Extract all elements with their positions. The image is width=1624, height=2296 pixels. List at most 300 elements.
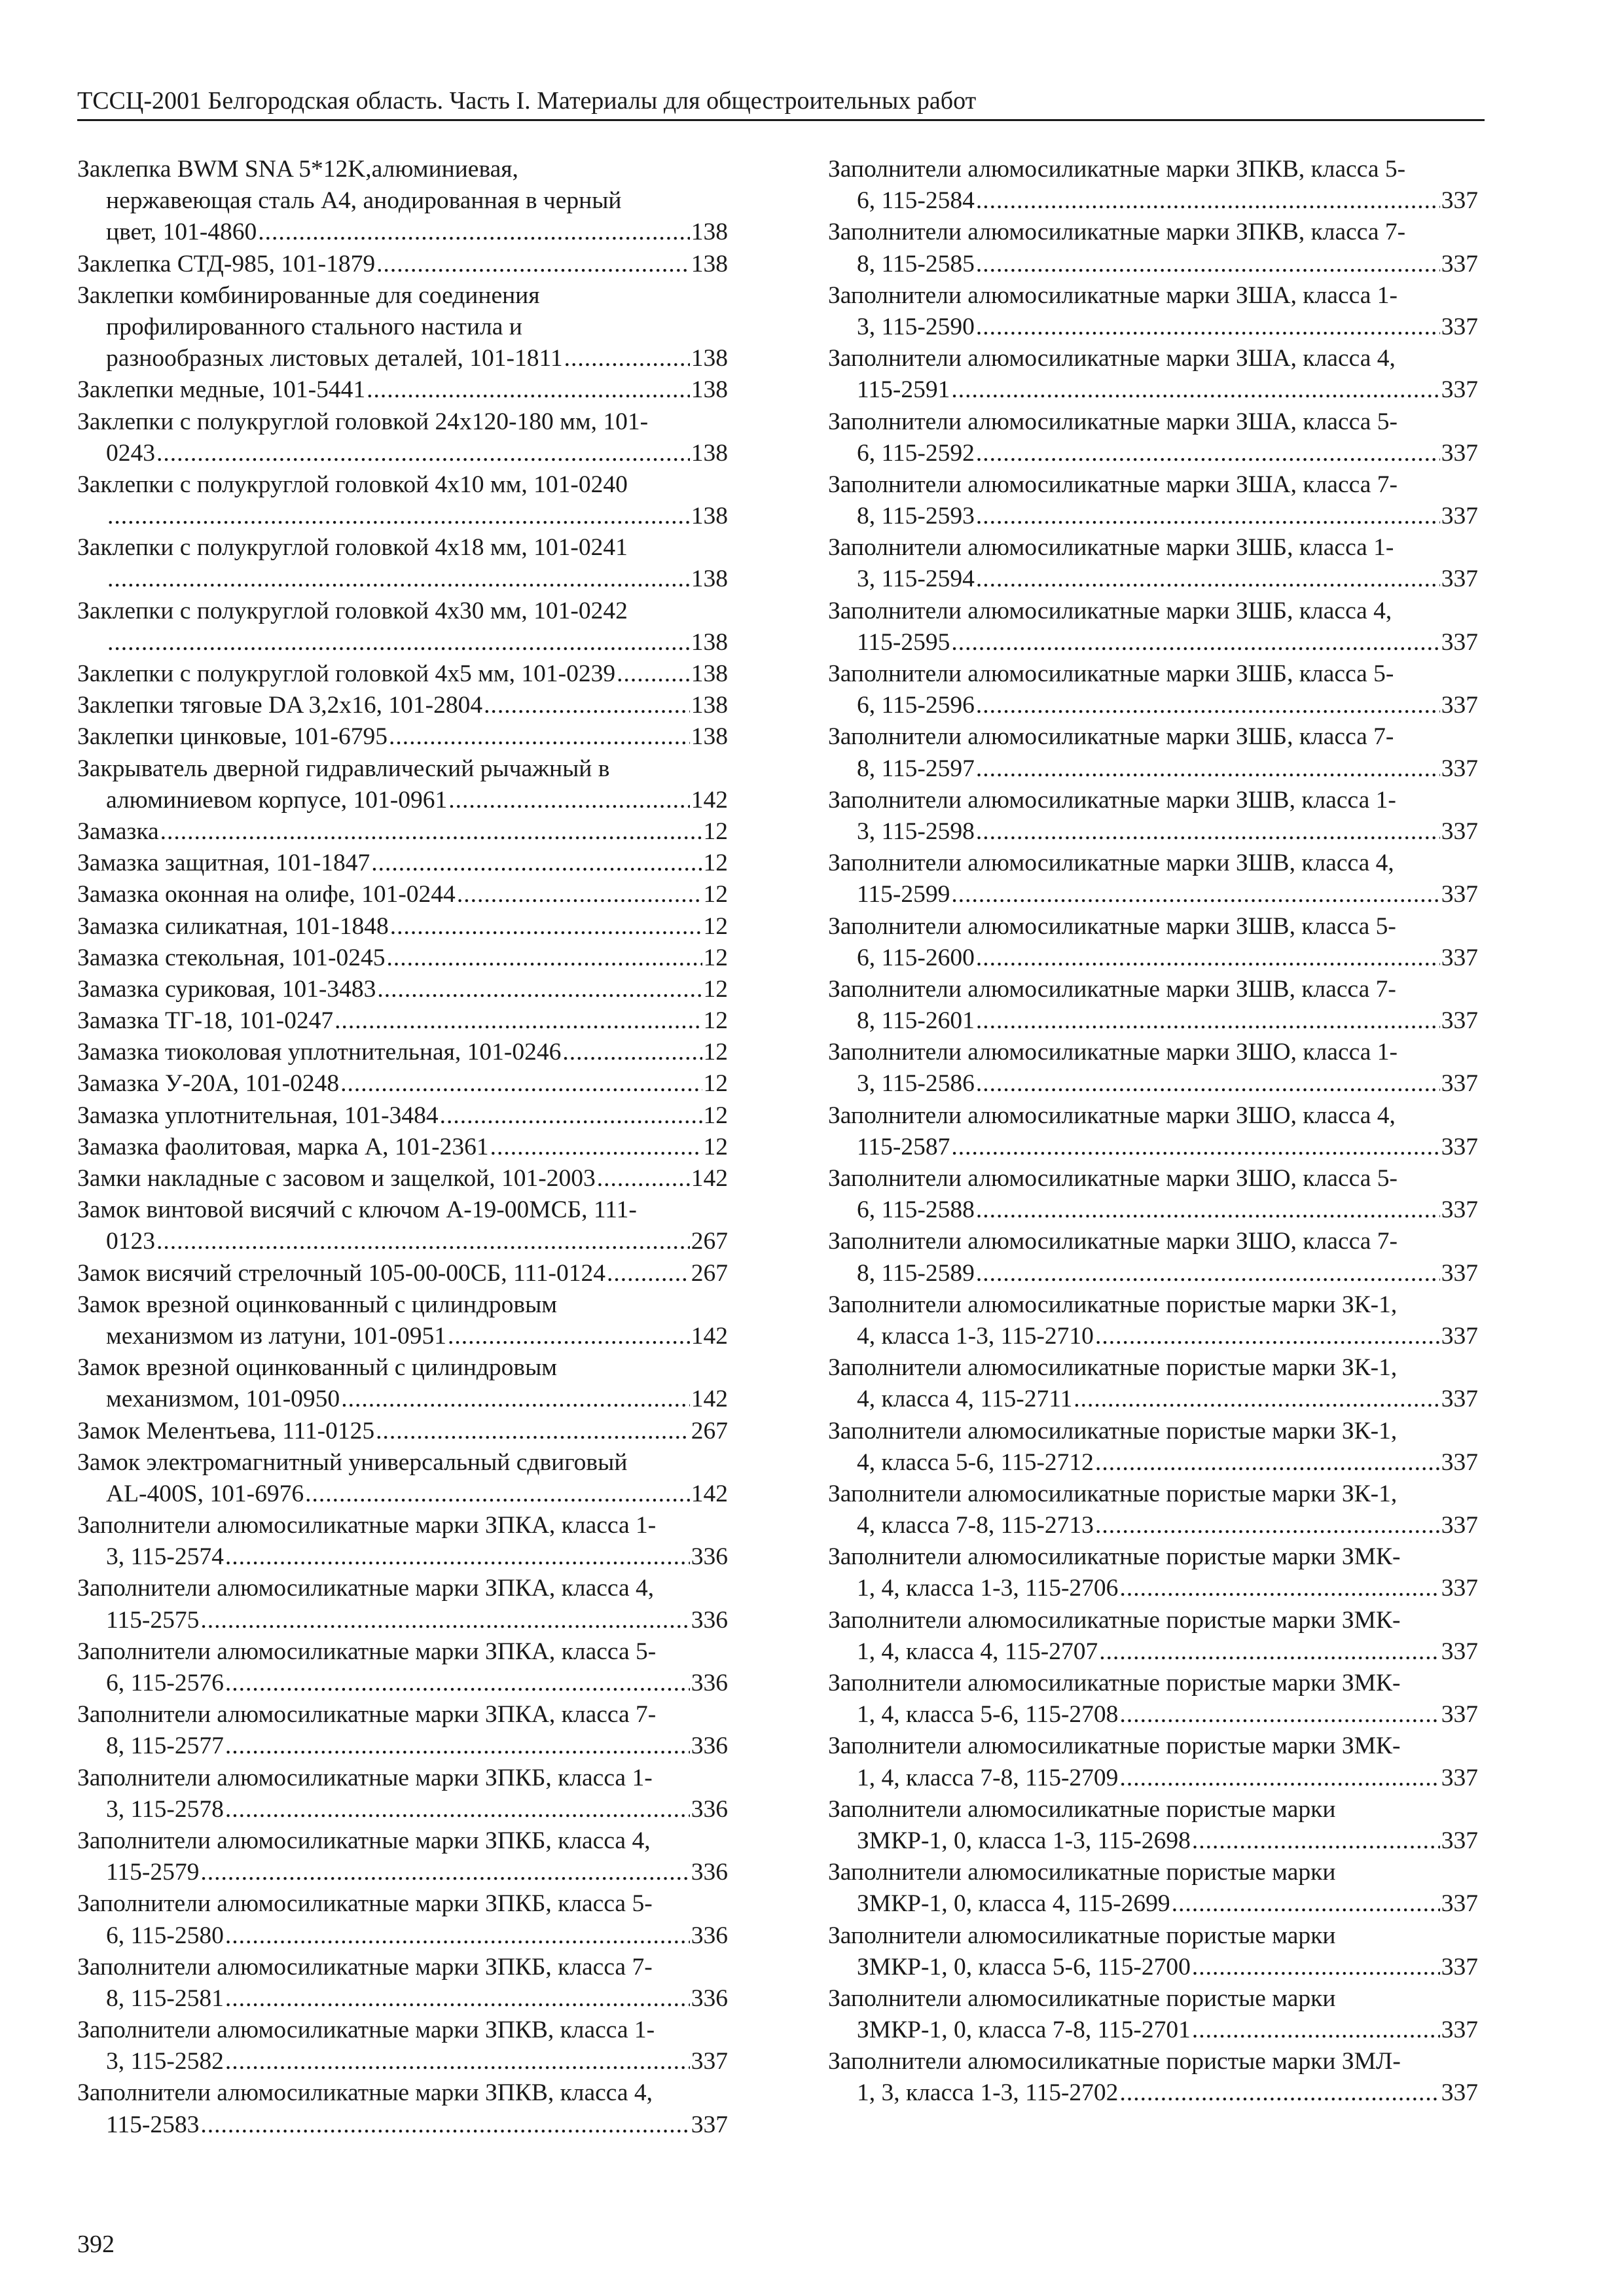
- index-entry-line: [77, 690, 728, 721]
- index-entry-page: 337: [1441, 1638, 1478, 1665]
- index-entry-text: Замок Мелентьева, 111-0125: [77, 1417, 375, 1444]
- index-entry-line: [828, 469, 1478, 501]
- index-entry-text: Заполнители алюмосиликатные марки ЗШВ, класса 4,: [828, 850, 1394, 877]
- index-entry-page: 337: [1441, 187, 1478, 215]
- index-entry: [77, 753, 728, 816]
- index-entry-text: Заклепки с полукруглой головкой 4х5 мм, 101-0239: [77, 660, 616, 687]
- index-entry: [828, 280, 1478, 343]
- index-entry-line: [828, 1983, 1478, 2015]
- index-entry-page: 138: [691, 439, 728, 467]
- index-entry-page: 12: [703, 817, 728, 845]
- index-entry-text: ЗМКР-1, 0, класса 7-8, 115-2701: [857, 2017, 1191, 2044]
- index-entry-page: 12: [703, 881, 728, 908]
- index-entry-line: [828, 312, 1478, 343]
- index-entry-text: Заклепка BWM SNA 5*12K,алюминиевая,: [77, 156, 518, 183]
- index-entry: [828, 1037, 1478, 1100]
- index-entry-line: [828, 2077, 1478, 2109]
- index-entry-line: [828, 532, 1478, 564]
- index-entry-text: 3, 115-2594: [857, 565, 975, 593]
- index-entry: [828, 1416, 1478, 1479]
- header-rule: [77, 119, 1485, 121]
- index-entry-page: 337: [1441, 1133, 1478, 1160]
- index-entry-page: 138: [691, 628, 728, 656]
- index-entry-page: 138: [691, 723, 728, 751]
- index-entry-line: [77, 1983, 728, 2015]
- index-entry-page: 138: [691, 250, 728, 278]
- index-entry-text: Заполнители алюмосиликатные марки ЗПКА, класса 5-: [77, 1638, 657, 1665]
- index-entry-text: Заполнители алюмосиликатные марки ЗПКВ, класса 4,: [77, 2079, 653, 2107]
- dot-leader: [976, 816, 1440, 848]
- index-entry-line: [77, 1605, 728, 1636]
- dot-leader: [617, 658, 690, 690]
- index-entry-line: [77, 185, 728, 217]
- dot-leader: [484, 690, 690, 721]
- index-entry-text: 1, 3, класса 1-3, 115-2702: [857, 2079, 1119, 2107]
- index-entry-text: 6, 115-2600: [857, 944, 975, 971]
- dot-leader: [440, 1100, 702, 1132]
- index-entry: [828, 848, 1478, 910]
- dot-leader: [225, 1920, 690, 1952]
- index-entry-page: 337: [691, 2111, 728, 2138]
- index-column-right: [828, 154, 1478, 2109]
- dot-leader: [225, 1668, 690, 1699]
- index-entry-text: 6, 115-2584: [857, 187, 975, 215]
- index-entry: [77, 1447, 728, 1510]
- index-entry: [828, 1289, 1478, 1352]
- index-entry: [77, 1573, 728, 1636]
- index-entry-line: [77, 974, 728, 1005]
- index-entry-text: Замазка фаолитовая, марка А, 101-2361: [77, 1133, 489, 1160]
- index-entry-text: 8, 115-2593: [857, 503, 975, 530]
- dot-leader: [448, 785, 690, 816]
- index-entry-line: [828, 1573, 1478, 1604]
- dot-leader: [1172, 1888, 1440, 1920]
- index-entry-line: [828, 1226, 1478, 1257]
- index-entry-page: 12: [703, 944, 728, 971]
- index-entry-page: 138: [691, 219, 728, 246]
- index-entry-line: [77, 1384, 728, 1415]
- dot-leader: [258, 217, 689, 248]
- index-entry-line: [77, 1037, 728, 1068]
- index-entry: [828, 1605, 1478, 1668]
- index-entry-page: 336: [691, 1984, 728, 2012]
- index-entry-text: 8, 115-2601: [857, 1007, 975, 1035]
- index-entry: [828, 1794, 1478, 1857]
- dot-leader: [376, 249, 690, 280]
- dot-leader: [200, 2109, 689, 2141]
- index-entry-line: [828, 2015, 1478, 2046]
- index-entry-line: [77, 816, 728, 848]
- index-entry: [828, 1983, 1478, 2046]
- index-entry-line: [77, 374, 728, 406]
- index-entry-line: [77, 753, 728, 785]
- index-entry-line: [828, 1416, 1478, 1447]
- index-entry: [828, 469, 1478, 532]
- index-entry: [77, 249, 728, 280]
- index-entry: [77, 1699, 728, 1762]
- index-entry-text: Замки накладные с засовом и защелкой, 101-2003: [77, 1165, 596, 1192]
- dot-leader: [562, 1037, 702, 1068]
- index-entry-page: 138: [691, 345, 728, 372]
- index-entry-text: Заполнители алюмосиликатные марки ЗПКА, класса 7-: [77, 1701, 657, 1729]
- index-entry-page: 336: [691, 1922, 728, 1949]
- dot-leader: [1074, 1384, 1439, 1415]
- index-entry-text: профилированного стального настила и: [106, 313, 522, 340]
- index-entry-line: [77, 1825, 728, 1857]
- index-entry-text: Заклепки с полукруглой головкой 24х120-180 мм, 101-: [77, 408, 649, 435]
- dot-leader: [225, 1794, 690, 1825]
- index-entry-line: [77, 1541, 728, 1573]
- dot-leader: [976, 185, 1440, 217]
- index-entry-line: [77, 911, 728, 942]
- index-entry: [828, 974, 1478, 1037]
- index-entry-page: 337: [1441, 2017, 1478, 2044]
- index-entry-text: 8, 115-2581: [106, 1984, 224, 2012]
- index-entry-page: 267: [691, 1228, 728, 1255]
- index-entry-line: [77, 1132, 728, 1163]
- index-entry: [77, 1952, 728, 2015]
- dot-leader: [376, 1416, 690, 1447]
- index-entry-text: 3, 115-2586: [857, 1070, 975, 1098]
- index-entry: [77, 848, 728, 879]
- index-entry-line: [828, 1132, 1478, 1163]
- index-entry-line: [77, 1005, 728, 1037]
- index-entry-page: 337: [1441, 692, 1478, 719]
- index-entry: [828, 1668, 1478, 1731]
- index-entry-line: [828, 753, 1478, 785]
- index-entry-line: [828, 721, 1478, 753]
- index-entry-line: [828, 1005, 1478, 1037]
- index-entry: [77, 1258, 728, 1289]
- index-entry-page: 337: [1441, 2079, 1478, 2107]
- index-entry-line: [828, 280, 1478, 312]
- index-entry-line: [77, 532, 728, 564]
- index-entry: [828, 658, 1478, 721]
- index-entry-text: 115-2587: [857, 1133, 950, 1160]
- index-entry-text: разнообразных листовых деталей, 101-1811: [106, 345, 563, 372]
- index-entry-text: Заполнители алюмосиликатные марки ЗША, класса 1-: [828, 281, 1398, 309]
- index-entry-text: Заполнители алюмосиликатные пористые марки ЗК-1,: [828, 1417, 1398, 1444]
- index-entry: [828, 721, 1478, 784]
- dot-leader: [976, 753, 1440, 785]
- dot-leader: [341, 1384, 690, 1415]
- index-entry-page: 12: [703, 1102, 728, 1129]
- index-entry-line: [77, 2046, 728, 2077]
- index-entry-text: Заполнители алюмосиликатные марки ЗПКА, класса 1-: [77, 1512, 657, 1539]
- dot-leader: [1192, 2015, 1440, 2046]
- index-entry-text: Заклепки комбинированные для соединения: [77, 281, 540, 309]
- dot-leader: [976, 249, 1440, 280]
- index-entry-text: Замазка силикатная, 101-1848: [77, 912, 389, 940]
- index-entry: [77, 1636, 728, 1699]
- index-entry: [77, 1416, 728, 1447]
- index-entry-page: 12: [703, 1133, 728, 1160]
- index-entry-page: 12: [703, 1039, 728, 1066]
- index-entry-page: 337: [1441, 1890, 1478, 1918]
- index-entry: [77, 942, 728, 974]
- index-entry-page: 138: [691, 503, 728, 530]
- index-entry-text: 6, 115-2596: [857, 692, 975, 719]
- index-entry: [828, 154, 1478, 217]
- index-entry-page: 337: [1441, 1322, 1478, 1350]
- index-entry-text: 6, 115-2588: [857, 1196, 975, 1224]
- index-entry-page: 138: [691, 376, 728, 404]
- index-entry-line: [828, 911, 1478, 942]
- index-entry-text: Заполнители алюмосиликатные марки ЗШБ, класса 1-: [828, 534, 1394, 562]
- index-entry-text: алюминиевом корпусе, 101-0961: [106, 786, 448, 814]
- index-entry-page: 138: [691, 660, 728, 687]
- index-entry-text: Заполнители алюмосиликатные марки ЗША, класса 4,: [828, 345, 1396, 372]
- index-entry-text: Замазка суриковая, 101-3483: [77, 975, 376, 1003]
- index-entry-line: [77, 1794, 728, 1825]
- index-entry-text: 4, класса 1-3, 115-2710: [857, 1322, 1094, 1350]
- index-entry-line: [828, 785, 1478, 816]
- dot-leader: [1095, 1321, 1440, 1352]
- index-entry-page: 337: [1441, 1007, 1478, 1035]
- index-entry-line: [828, 1384, 1478, 1415]
- index-entry-line: [77, 2015, 728, 2046]
- index-entry: [77, 406, 728, 469]
- index-entry-line: [77, 1699, 728, 1731]
- index-entry-page: 337: [1441, 1764, 1478, 1791]
- index-entry-text: Заполнители алюмосиликатные пористые марки: [828, 1795, 1336, 1823]
- index-entry-line: [828, 374, 1478, 406]
- index-entry-line: [828, 942, 1478, 974]
- index-entry-line: [77, 1668, 728, 1699]
- index-entry-line: [77, 627, 728, 658]
- index-entry: [77, 1763, 728, 1825]
- index-entry-line: [828, 848, 1478, 879]
- index-entry-text: 1, 4, класса 7-8, 115-2709: [857, 1764, 1119, 1791]
- index-entry-page: 138: [691, 565, 728, 593]
- index-entry-line: [77, 438, 728, 469]
- index-entry-page: 142: [691, 1480, 728, 1507]
- index-entry-text: 4, класса 7-8, 115-2713: [857, 1512, 1094, 1539]
- index-entry: [828, 1100, 1478, 1163]
- index-entry-text: Заполнители алюмосиликатные пористые марки ЗМК-: [828, 1732, 1401, 1760]
- index-entry-page: 337: [1441, 1070, 1478, 1098]
- index-entry-line: [828, 1100, 1478, 1132]
- index-entry: [828, 1920, 1478, 1983]
- index-entry: [828, 1352, 1478, 1415]
- index-entry-line: [828, 217, 1478, 248]
- index-entry-text: Заполнители алюмосиликатные пористые марки ЗМК-: [828, 1670, 1401, 1696]
- index-entry-text: AL-400S, 101-6976: [106, 1480, 304, 1507]
- index-entry-line: [828, 690, 1478, 721]
- index-entry-page: 337: [1441, 1827, 1478, 1854]
- index-entry-line: [77, 1321, 728, 1352]
- dot-leader: [951, 1132, 1439, 1163]
- dot-leader: [976, 1005, 1440, 1037]
- index-entry: [77, 1825, 728, 1888]
- index-entry-line: [828, 1352, 1478, 1384]
- index-entry-line: [77, 469, 728, 501]
- index-entry-text: Заполнители алюмосиликатные пористые марки ЗК-1,: [828, 1291, 1398, 1318]
- index-entry-line: [77, 1163, 728, 1194]
- index-entry-line: [828, 1194, 1478, 1226]
- dot-leader: [305, 1479, 690, 1510]
- index-entry-page: 337: [1441, 817, 1478, 845]
- index-entry-text: ЗМКР-1, 0, класса 5-6, 115-2700: [857, 1953, 1191, 1981]
- index-entry-page: 337: [1441, 1953, 1478, 1981]
- index-entry-line: [828, 1920, 1478, 1952]
- index-entry: [77, 1163, 728, 1194]
- index-entry-line: [828, 185, 1478, 217]
- index-entry-text: Замазка стекольная, 101-0245: [77, 944, 386, 971]
- index-entry-text: Заполнители алюмосиликатные пористые марки ЗМК-: [828, 1543, 1401, 1571]
- index-entry-line: [77, 217, 728, 248]
- dot-leader: [490, 1132, 702, 1163]
- dot-leader: [976, 690, 1440, 721]
- index-entry-text: 8, 115-2597: [857, 755, 975, 782]
- index-entry: [828, 217, 1478, 279]
- index-entry-line: [828, 1321, 1478, 1352]
- index-entry-line: [77, 2109, 728, 2141]
- index-entry: [828, 532, 1478, 595]
- index-entry-text: Заклепки с полукруглой головкой 4х30 мм, 101-0242: [77, 597, 628, 624]
- index-entry-line: [828, 658, 1478, 690]
- index-entry-text: Заполнители алюмосиликатные марки ЗШВ, класса 7-: [828, 975, 1396, 1003]
- index-entry-line: [77, 564, 728, 595]
- index-entry-line: [828, 343, 1478, 374]
- index-entry-text: 1, 4, класса 4, 115-2707: [857, 1638, 1098, 1665]
- index-entry-line: [77, 658, 728, 690]
- index-entry-text: Заполнители алюмосиликатные марки ЗШО, класса 7-: [828, 1228, 1398, 1255]
- index-entry-line: [828, 564, 1478, 595]
- dot-leader: [976, 312, 1440, 343]
- index-entry-line: [77, 1857, 728, 1888]
- dot-leader: [225, 2046, 690, 2077]
- index-entry-text: Закрыватель дверной гидравлический рычажный в: [77, 755, 610, 782]
- index-entry-line: [828, 1763, 1478, 1794]
- index-entry-page: 336: [691, 1795, 728, 1823]
- index-entry-text: Заполнители алюмосиликатные марки ЗПКВ, класса 1-: [77, 2017, 655, 2044]
- dot-leader: [160, 816, 702, 848]
- index-entry-text: Заполнители алюмосиликатные марки ЗШВ, класса 1-: [828, 786, 1396, 814]
- index-entry-line: [828, 1857, 1478, 1888]
- index-entry-text: 0243: [106, 439, 155, 467]
- index-entry: [77, 154, 728, 249]
- index-entry-text: Замазка уплотнительная, 101-3484: [77, 1102, 439, 1129]
- index-entry-text: Замазка: [77, 817, 159, 845]
- index-entry-line: [828, 879, 1478, 910]
- index-entry-line: [77, 1952, 728, 1983]
- index-entry-line: [828, 1163, 1478, 1194]
- index-entry-page: 337: [1441, 755, 1478, 782]
- index-entry-text: 1, 4, класса 5-6, 115-2708: [857, 1701, 1119, 1729]
- index-entry: [77, 1510, 728, 1573]
- index-entry-text: Заполнители алюмосиликатные пористые марки: [828, 1922, 1336, 1949]
- index-entry-text: Заполнители алюмосиликатные пористые марки ЗМК-: [828, 1606, 1401, 1634]
- index-entry-text: 3, 115-2574: [106, 1543, 224, 1571]
- index-entry-text: Заполнители алюмосиликатные марки ЗШБ, класса 4,: [828, 597, 1392, 624]
- index-entry-page: 142: [691, 786, 728, 814]
- index-entry-page: 337: [1441, 1575, 1478, 1602]
- index-entry: [77, 532, 728, 595]
- dot-leader: [371, 848, 702, 879]
- index-entry-text: 6, 115-2592: [857, 439, 975, 467]
- index-entry-line: [828, 974, 1478, 1005]
- index-entry-page: 138: [691, 692, 728, 719]
- index-entry: [828, 406, 1478, 469]
- dot-leader: [107, 627, 690, 658]
- index-entry-page: 337: [1441, 1386, 1478, 1413]
- index-entry-line: [77, 1194, 728, 1226]
- index-entry-page: 337: [1441, 503, 1478, 530]
- dot-leader: [976, 1068, 1440, 1100]
- index-entry: [828, 343, 1478, 406]
- index-entry-page: 336: [691, 1859, 728, 1886]
- index-entry-page: 337: [1441, 944, 1478, 971]
- index-entry-text: Замок висячий стрелочный 105-00-00СБ, 111-0124: [77, 1259, 605, 1287]
- index-entry-page: 142: [691, 1322, 728, 1350]
- index-entry: [77, 374, 728, 406]
- index-entry-text: 0123: [106, 1228, 155, 1255]
- index-entry-line: [828, 1289, 1478, 1321]
- index-entry-line: [77, 154, 728, 185]
- index-entry-line: [77, 501, 728, 532]
- index-entry-page: 337: [1441, 1512, 1478, 1539]
- index-entry-text: Заполнители алюмосиликатные пористые марки: [828, 1984, 1336, 2012]
- dot-leader: [457, 879, 702, 910]
- dot-leader: [564, 343, 690, 374]
- index-entry-page: 12: [703, 912, 728, 940]
- index-entry-line: [77, 785, 728, 816]
- index-entry-text: Заполнители алюмосиликатные марки ЗШО, класса 4,: [828, 1102, 1396, 1129]
- index-entry: [77, 1888, 728, 1951]
- index-entry-page: 12: [703, 1007, 728, 1035]
- index-entry-text: механизмом, 101-0950: [106, 1386, 340, 1413]
- index-entry: [77, 1100, 728, 1132]
- index-entry: [828, 785, 1478, 848]
- index-entry: [77, 721, 728, 753]
- index-entry-text: Заполнители алюмосиликатные марки ЗПКБ, класса 7-: [77, 1953, 653, 1981]
- index-entry-line: [828, 154, 1478, 185]
- index-entry-line: [828, 1510, 1478, 1541]
- dot-leader: [1119, 2077, 1439, 2109]
- index-entry-line: [828, 1825, 1478, 1857]
- dot-leader: [976, 1258, 1440, 1289]
- index-entry-text: нержавеющая сталь А4, анодированная в черный: [106, 187, 622, 215]
- index-entry-line: [828, 501, 1478, 532]
- dot-leader: [1095, 1510, 1440, 1541]
- index-entry: [77, 1068, 728, 1100]
- index-entry: [77, 469, 728, 532]
- index-entry-line: [77, 312, 728, 343]
- index-entry-page: 12: [703, 975, 728, 1003]
- index-entry: [77, 658, 728, 690]
- index-entry-line: [828, 1447, 1478, 1479]
- dot-leader: [156, 1226, 690, 1257]
- index-entry-text: механизмом из латуни, 101-0951: [106, 1322, 446, 1350]
- index-entry-text: 8, 115-2585: [857, 250, 975, 278]
- index-entry-line: [828, 1541, 1478, 1573]
- index-entry-text: Замок врезной оцинкованный с цилиндровым: [77, 1354, 558, 1382]
- index-entry-line: [828, 816, 1478, 848]
- index-entry-text: Заполнители алюмосиликатные марки ЗПКВ, класса 7-: [828, 219, 1406, 246]
- index-entry: [77, 1352, 728, 1415]
- index-entry-text: Заклепка СТД-985, 101-1879: [77, 250, 376, 278]
- index-entry-text: Заполнители алюмосиликатные марки ЗПКБ, класса 1-: [77, 1764, 653, 1791]
- index-entry-line: [77, 1888, 728, 1920]
- index-entry-text: Заполнители алюмосиликатные марки ЗПКБ, класса 5-: [77, 1890, 653, 1918]
- index-entry: [828, 2046, 1478, 2109]
- index-entry-line: [77, 721, 728, 753]
- dot-leader: [1192, 1952, 1440, 1983]
- index-entry-line: [77, 1068, 728, 1100]
- index-entry-line: [77, 1258, 728, 1289]
- index-entry-line: [77, 249, 728, 280]
